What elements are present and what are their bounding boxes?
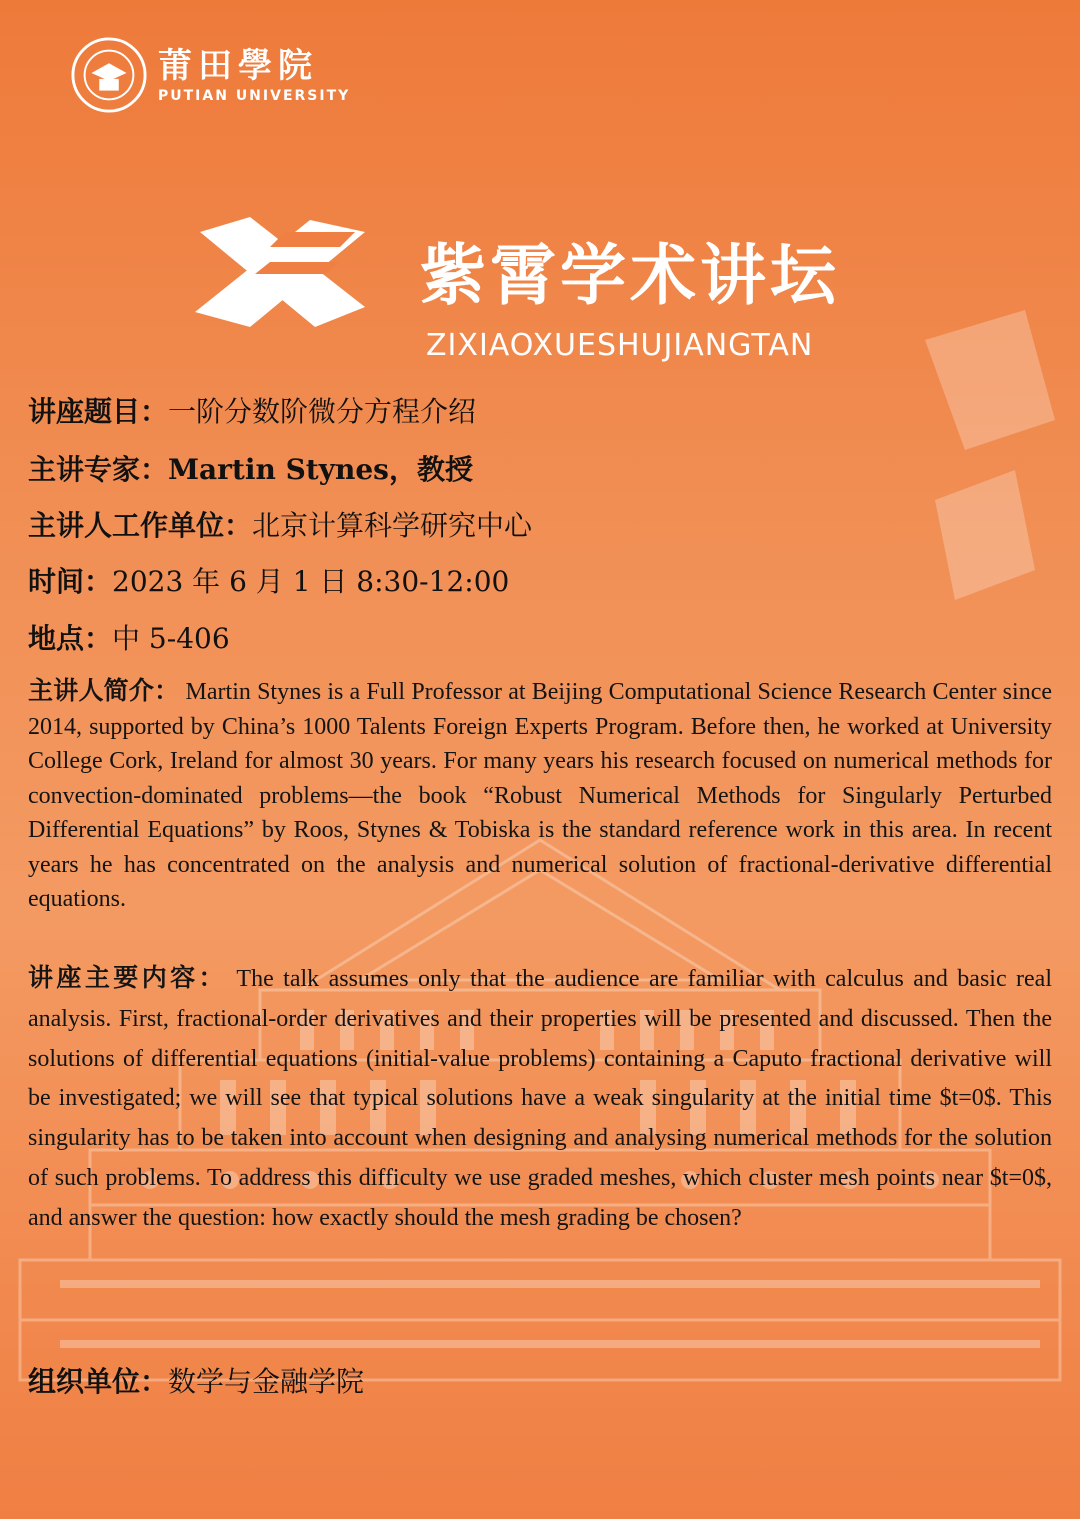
topic-line [28,394,476,430]
time-line [28,564,509,600]
time-value: 2023 年 6 月 1 日 8:30-12:00 [112,565,510,598]
speaker-value: Martin Stynes，教授 [168,453,473,486]
background-paper-icon [905,300,1065,630]
bio-label: 主讲人简介： [28,676,180,705]
organizer-value: 数学与金融学院 [168,1365,365,1398]
bio-text: Martin Stynes is a Full Professor at Beijing Computational Science Research Center since 2014, supported by China’s 1000 Talents Foreign Experts Program. Before then, he worked at University College Cork, Ireland for almost 30 years. For many years his research focused on numerical methods for convection-dominated problems—the book “Robust Numerical Methods for Singularly Perturbed Differential Equations” by Roos, Stynes & Tobiska is the standard reference work in this area. In recent years he has concentrated on the analysis and numerical solution of fractional-derivative differential equations. [28,679,1052,912]
university-name-cn: 莆田學院 [158,46,318,86]
affiliation-line [28,508,532,544]
topic-label: 讲座题目： [28,395,169,428]
affiliation-label: 主讲人工作单位： [28,509,253,542]
content-text: The talk assumes only that the audience are familiar with calculus and basic real analysis. First, fractional-order derivatives and their properties will be presented and discussed. Then the solutions of differential equations (initial-value problems) containing a Caputo fractional derivative will be investigated; we will see that typical solutions have a weak singularity at the initial time $t=0$. This singularity has to be taken into account when designing and analysing numerical methods for the solution of such problems. To address this difficulty we use graded meshes, which cluster mesh points near $t=0$, and answer the question: how exactly should the mesh grading be chosen? [28,966,1052,1231]
organizer-label: 组织单位： [28,1365,169,1398]
talk-content [28,958,1052,1239]
location-line [28,621,230,657]
university-name-en: PUTIAN UNIVERSITY [158,88,351,104]
affiliation-value: 北京计算科学研究中心 [252,509,533,542]
speaker-bio [28,674,1052,917]
content-label: 讲座主要内容： [28,963,227,992]
location-value: 中 5-406 [112,622,230,655]
forum-title-en: ZIXIAOXUESHUJIANGTAN [426,328,814,363]
speaker-label: 主讲专家： [28,453,169,486]
forum-banner [190,212,910,372]
organizer-line [28,1364,364,1400]
forum-logo-icon [190,212,370,332]
university-seal-icon [70,36,148,114]
topic-value: 一阶分数阶微分方程介绍 [168,395,477,428]
time-label: 时间： [28,565,113,598]
location-label: 地点： [28,622,113,655]
forum-title-cn: 紫霄学术讲坛 [420,237,840,314]
university-header [70,36,350,114]
speaker-line [28,452,473,488]
